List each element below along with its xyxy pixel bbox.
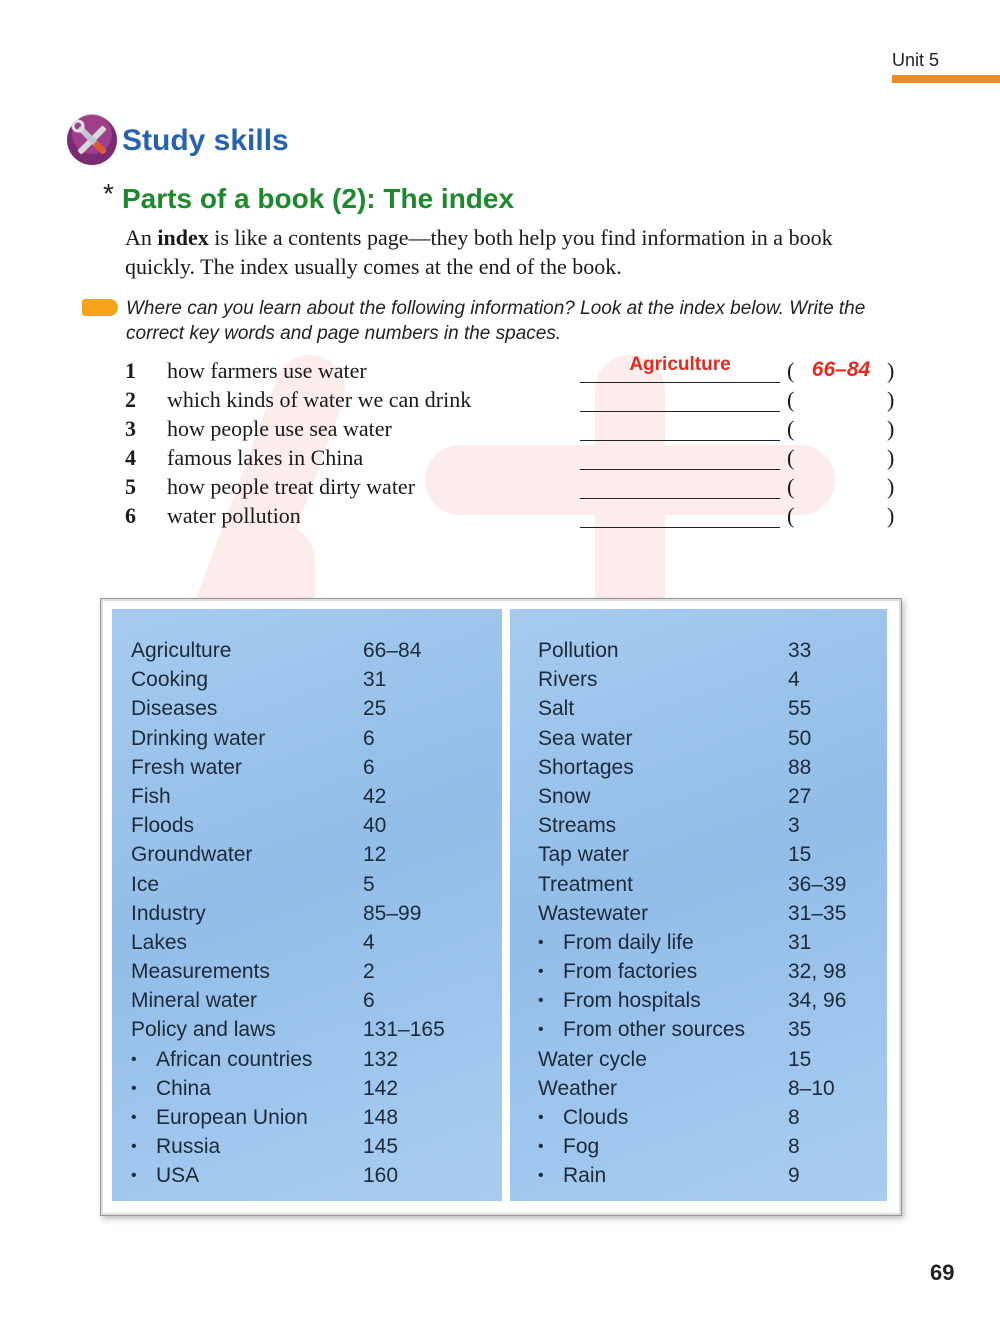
index-term: Cooking (131, 668, 209, 692)
index-entry (112, 1018, 502, 1047)
instruction-marker (82, 299, 118, 316)
bullet-icon: • (131, 1109, 137, 1126)
bracket-close: ) (887, 503, 895, 528)
unit-label: Unit 5 (892, 50, 940, 70)
index-page-number: 31 (363, 668, 387, 692)
index-page-number: 9 (788, 1164, 800, 1188)
bracket-close: ) (887, 474, 895, 499)
index-term: China (156, 1076, 211, 1100)
index-entry (510, 843, 887, 872)
index-term: African countries (156, 1047, 313, 1071)
index-page-number: 66–84 (363, 639, 422, 662)
index-entry (112, 639, 502, 668)
question-number: 2 (125, 387, 136, 412)
index-list-right (510, 639, 887, 1194)
bracket-close: ) (887, 358, 895, 383)
bracket-open: ( (787, 474, 795, 499)
index-page-number: 8 (788, 1135, 800, 1159)
index-entry (112, 1164, 502, 1193)
index-column-left (112, 609, 502, 1201)
index-term: European Union (156, 1106, 308, 1129)
bullet-icon: • (538, 1138, 544, 1156)
answer-blank[interactable] (580, 469, 780, 470)
index-page-number: 25 (363, 697, 387, 721)
bullet-icon: • (538, 963, 544, 981)
index-entry (510, 668, 887, 697)
index-term: USA (156, 1164, 200, 1188)
index-entry (112, 902, 502, 931)
index-box (100, 598, 902, 1216)
index-page-number: 160 (363, 1164, 399, 1188)
index-term: Drinking water (131, 726, 266, 750)
index-entry (510, 814, 887, 843)
index-page-number: 88 (788, 755, 812, 779)
index-column-right (510, 609, 887, 1201)
intro-text-2: is like a contents page—they both help you find information in a book quickly. The index usually comes at the end of the book. (125, 225, 833, 279)
index-entry (112, 697, 502, 726)
index-list-left (112, 639, 502, 1194)
index-page-number: 131–165 (363, 1018, 445, 1042)
bullet-icon: • (538, 1021, 544, 1039)
index-page-number: 31–35 (788, 901, 847, 925)
index-entry (112, 989, 502, 1018)
index-term: Russia (156, 1135, 221, 1159)
bracket-open: ( (787, 387, 795, 412)
index-entry (112, 1106, 502, 1135)
question-text: how people treat dirty water (167, 474, 416, 499)
index-entry (112, 814, 502, 843)
index-term: Clouds (563, 1106, 629, 1129)
bullet-icon: • (131, 1050, 137, 1068)
unit-bar (892, 75, 1000, 83)
index-term: Lakes (131, 930, 188, 954)
index-entry (510, 873, 887, 902)
asterisk-mark: * (103, 178, 114, 209)
index-entry (510, 1135, 887, 1164)
index-entry (112, 668, 502, 697)
bracket-open: ( (787, 503, 795, 528)
question-row (125, 354, 905, 387)
index-term: Rivers (538, 668, 598, 692)
index-entry (112, 873, 502, 902)
index-entry (112, 960, 502, 989)
index-term: From hospitals (563, 989, 701, 1013)
index-page-number: 142 (363, 1076, 399, 1100)
index-term: Fog (563, 1135, 600, 1159)
index-page-number: 132 (363, 1047, 399, 1071)
answer-keyword: Agriculture (629, 354, 731, 375)
index-entry (510, 727, 887, 756)
index-term: Streams (538, 814, 617, 838)
bullet-icon: • (538, 1167, 544, 1185)
bullet-icon: • (538, 992, 544, 1010)
index-page-number: 15 (788, 843, 812, 867)
index-term: Fresh water (131, 755, 242, 779)
index-term: Rain (563, 1164, 607, 1188)
intro-bold-word: index (157, 225, 209, 250)
answer-blank[interactable] (580, 527, 780, 528)
index-page-number: 50 (788, 726, 812, 750)
index-entry (510, 931, 887, 960)
index-page-number: 8–10 (788, 1076, 835, 1100)
question-text: famous lakes in China (167, 445, 364, 470)
index-term: Tap water (538, 843, 630, 867)
index-page-number: 148 (363, 1106, 399, 1129)
question-text: how farmers use water (167, 358, 367, 383)
tools-icon (66, 114, 118, 166)
answer-pages[interactable]: 66–84 (811, 358, 871, 381)
question-number: 3 (125, 416, 136, 441)
bracket-close: ) (887, 416, 895, 441)
answer-blank[interactable] (580, 411, 780, 412)
question-row (125, 387, 905, 416)
question-number: 5 (125, 474, 136, 499)
index-entry (112, 1077, 502, 1106)
index-entry (510, 1106, 887, 1135)
index-entry (112, 931, 502, 960)
index-term: Floods (131, 814, 195, 838)
index-page-number: 4 (363, 930, 375, 954)
index-entry (112, 1135, 502, 1164)
question-number: 1 (125, 358, 136, 383)
study-skills-title: Study skills (122, 124, 289, 157)
index-term: Pollution (538, 639, 619, 662)
index-term: From daily life (563, 930, 694, 954)
index-entry (510, 639, 887, 668)
answer-blank[interactable] (580, 440, 780, 441)
unit-tag (890, 50, 1000, 83)
index-term: Salt (538, 697, 575, 721)
index-entry (112, 843, 502, 872)
bracket-open: ( (787, 358, 795, 383)
index-entry (112, 727, 502, 756)
index-term: From factories (563, 960, 698, 984)
index-page-number: 4 (788, 668, 800, 692)
index-term: Policy and laws (131, 1018, 276, 1042)
index-term: Industry (131, 901, 206, 925)
question-row (125, 474, 905, 503)
intro-paragraph (125, 223, 905, 281)
question-number: 6 (125, 503, 136, 528)
index-term: From other sources (563, 1018, 746, 1042)
bullet-icon: • (538, 1109, 544, 1126)
index-term: Diseases (131, 697, 218, 721)
index-term: Wastewater (538, 901, 649, 925)
index-page-number: 34, 96 (788, 989, 847, 1013)
index-term: Fish (131, 784, 171, 808)
index-term: Measurements (131, 960, 270, 984)
instructions-text: Where can you learn about the following information? Look at the index below. Write the correct key words and page numbers in the spaces. (126, 298, 866, 344)
question-list (125, 354, 905, 532)
index-page-number: 33 (788, 639, 812, 662)
bullet-icon: • (131, 1167, 137, 1185)
index-term: Treatment (538, 872, 633, 896)
index-term: Agriculture (131, 639, 232, 662)
index-page-number: 27 (788, 784, 812, 808)
index-entry (510, 1077, 887, 1106)
index-entry (510, 960, 887, 989)
question-row (125, 416, 905, 445)
index-entry (510, 989, 887, 1018)
index-page-number: 6 (363, 989, 375, 1013)
index-entry (510, 902, 887, 931)
index-page-number: 36–39 (788, 872, 847, 896)
bracket-open: ( (787, 445, 795, 470)
question-number: 4 (125, 445, 136, 470)
index-page-number: 5 (363, 872, 375, 896)
intro-text-1: An (125, 225, 158, 250)
index-page-number: 40 (363, 814, 387, 838)
index-page-number: 31 (788, 930, 812, 954)
section-title: Parts of a book (2): The index (122, 183, 515, 214)
index-term: Mineral water (131, 989, 258, 1013)
index-term: Groundwater (131, 843, 253, 867)
index-term: Snow (538, 784, 591, 808)
question-text: which kinds of water we can drink (167, 387, 472, 412)
answer-blank[interactable] (580, 498, 780, 499)
index-entry (510, 697, 887, 726)
index-term: Shortages (538, 755, 634, 779)
bullet-icon: • (131, 1138, 137, 1156)
index-entry (112, 756, 502, 785)
index-entry (112, 1048, 502, 1077)
bullet-icon: • (538, 933, 544, 951)
index-page-number: 15 (788, 1047, 812, 1071)
question-row (125, 503, 905, 532)
index-entry (510, 1048, 887, 1077)
index-term: Ice (131, 872, 160, 896)
index-page-number: 145 (363, 1135, 399, 1159)
index-page-number: 6 (363, 726, 375, 750)
index-page-number: 42 (363, 784, 387, 808)
bracket-open: ( (787, 416, 795, 441)
index-entry (112, 785, 502, 814)
index-page-number: 2 (363, 960, 375, 984)
index-page-number: 32, 98 (788, 960, 847, 984)
page-number: 69 (930, 1260, 955, 1285)
index-entry (510, 1018, 887, 1047)
index-entry (510, 1164, 887, 1193)
index-page-number: 12 (363, 843, 387, 867)
index-page-number: 55 (788, 697, 812, 721)
question-text: how people use sea water (167, 416, 392, 441)
index-page-number: 85–99 (363, 901, 422, 925)
index-term: Water cycle (538, 1047, 647, 1071)
question-row (125, 445, 905, 474)
index-entry (510, 756, 887, 785)
index-page-number: 8 (788, 1106, 800, 1129)
index-term: Sea water (538, 726, 633, 750)
question-text: water pollution (167, 503, 301, 528)
bullet-icon: • (131, 1079, 137, 1097)
index-page-number: 3 (788, 814, 800, 838)
bracket-close: ) (887, 445, 895, 470)
index-entry (510, 785, 887, 814)
answer-blank[interactable] (580, 382, 780, 383)
index-term: Weather (538, 1076, 617, 1100)
bracket-close: ) (887, 387, 895, 412)
index-page-number: 35 (788, 1018, 812, 1042)
index-page-number: 6 (363, 755, 375, 779)
